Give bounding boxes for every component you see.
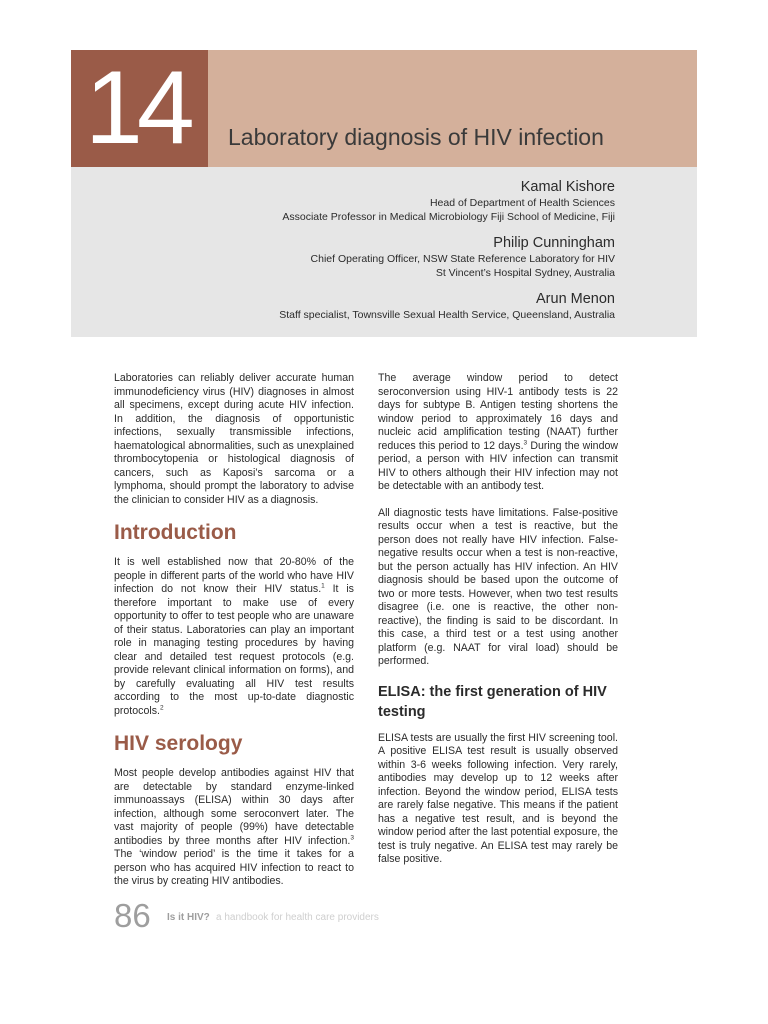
- authors-panel: [71, 167, 697, 337]
- reference-marker: 3: [523, 438, 528, 446]
- author-name: Kamal Kishore: [520, 179, 615, 195]
- book-subtitle: a handbook for health care providers: [216, 912, 379, 923]
- introduction-paragraph: It is well established now that 20-80% of the people in different parts of the world who have HIV infection do not know their HIV status.$^1$ It is therefore important to make use of every opportunity to offer to test people who are unaware of their status. Laboratories can play an important role in managing testing procedures by having clear and detailed test request protocols (e.g. provide relevant clinical information on forms), and by carefully evaluating all HIV test results according to the most up-to-date diagnostic protocols.$^2$: [114, 556, 354, 717]
- left-column: [114, 372, 354, 902]
- heading-hiv-serology: HIV serology: [114, 732, 243, 755]
- reference-marker: 2: [159, 703, 164, 711]
- author-affiliation: Chief Operating Officer, NSW State Reference Laboratory for HIV: [310, 253, 615, 265]
- reference-marker: 3: [350, 833, 354, 841]
- chapter-title: Laboratory diagnosis of HIV infection: [228, 124, 604, 150]
- author-name: Arun Menon: [536, 291, 615, 307]
- elisa-paragraph: ELISA tests are usually the first HIV screening tool. A positive ELISA test result is usually observed within 3-6 weeks following infection. Very rarely, antibodies may develop up to 12 weeks after infection. Beyond the window period, ELISA tests are rarely false negative. This means if the patient has a negative test result, and is beyond the window period after the last potential exposure, the test is truly negative. An ELISA test may rarely be false positive.: [378, 731, 618, 865]
- heading-introduction: Introduction: [114, 521, 237, 544]
- intro-paragraph: Laboratories can reliably deliver accurate human immunodeficiency virus (HIV) diagnoses in almost all specimens, except during acute HIV infection. In addition, the diagnosis of opportunistic infections, sexually transmissible infections, haematological abnormalities, such as unexplained thrombocytopenia or histological diagnosis of cancers, such as Kaposi’s sarcoma or a lymphoma, should prompt the laboratory to advise the clinician to consider HIV as a diagnosis.: [114, 372, 354, 506]
- author-affiliation: Staff specialist, Townsville Sexual Health Service, Queensland, Australia: [279, 309, 615, 321]
- window-period-paragraph: The average window period to detect seroconversion using HIV-1 antibody tests is 22 days for subtype B. Antigen testing shortens the window period to approximately 16 days and nucleic acid amplification testing (NAAT) further reduces this period to 12 days.$^3$ During the window period, a person with HIV infection can transmit HIV to others although their HIV infection may not be detectable with an antibody test.: [378, 372, 618, 492]
- right-column: [378, 372, 618, 880]
- chapter-number: 14: [85, 50, 189, 166]
- author-affiliation: Associate Professor in Medical Microbiology Fiji School of Medicine, Fiji: [282, 211, 615, 223]
- author-block: [279, 290, 615, 322]
- author-affiliation: St Vincent’s Hospital Sydney, Australia: [435, 267, 615, 279]
- limitations-paragraph: All diagnostic tests have limitations. False-positive results occur when a test is reactive, but the person does not really have HIV infection. False-negative results occur when a test is non-reactive, but the person actually has HIV infection. An HIV diagnosis should be based upon the outcome of two or more tests. However, when two test results disagree (i.e. one is reactive, the other non-reactive), the finding is said to be discordant. In this case, a third test or a test using another platform (e.g. NAAT for viral load) should be performed.: [378, 506, 618, 667]
- author-block: [311, 234, 615, 280]
- heading-elisa: ELISA: the first generation of HIV testing: [378, 683, 607, 720]
- author-block: [282, 178, 615, 224]
- author-name: Philip Cunningham: [493, 235, 615, 251]
- reference-marker: 1: [321, 582, 325, 590]
- serology-paragraph: Most people develop antibodies against HIV that are detectable by standard enzyme-linked immunoassays (ELISA) within 30 days after infection, although some seroconvert later. The vast majority of people (99%) have detectable antibodies by three months after HIV infection.$^3$ The ‘window period’ is the time it takes for a person who has acquired HIV infection to react to the virus by creating HIV antibodies.: [114, 767, 354, 887]
- chapter-number-box: [71, 50, 208, 167]
- page-number: 86: [114, 897, 151, 934]
- author-affiliation: Head of Department of Health Sciences: [429, 197, 615, 209]
- book-title: Is it HIV?: [167, 912, 210, 923]
